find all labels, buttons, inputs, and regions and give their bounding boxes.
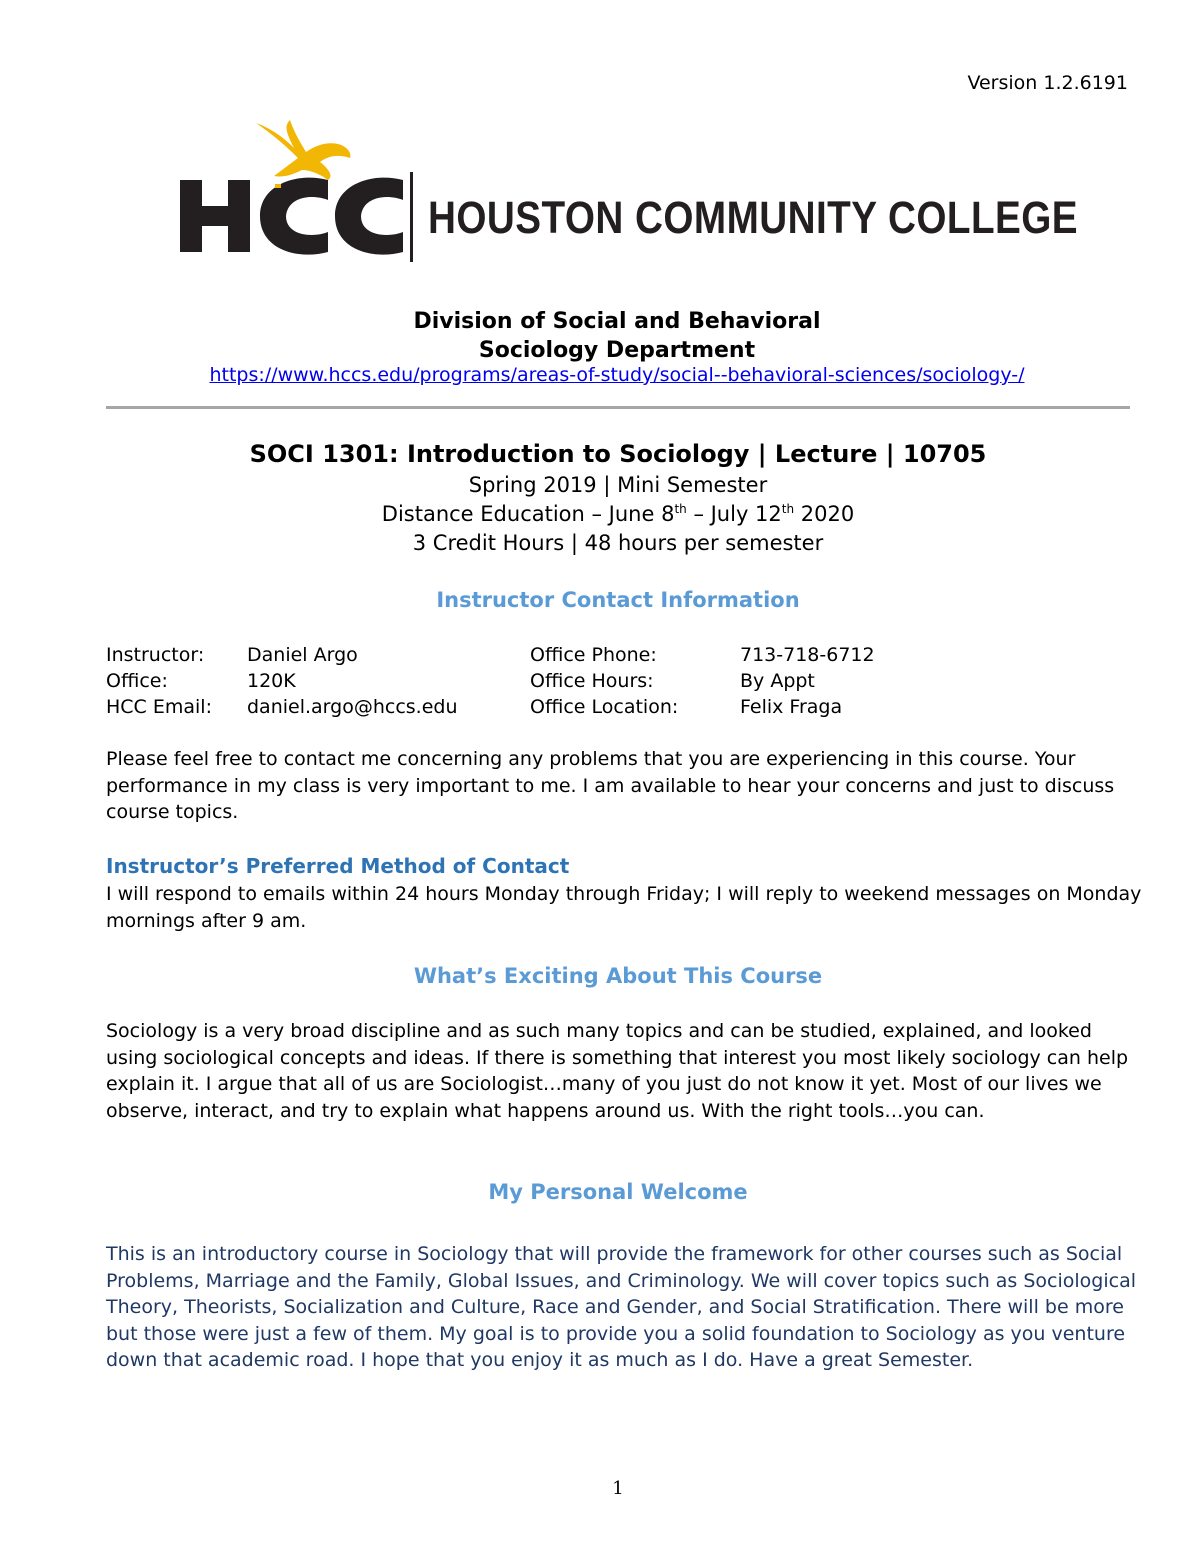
dates-sup-end: th <box>781 502 795 516</box>
division-name: Division of Social and Behavioral <box>413 309 821 334</box>
preferred-contact-heading: Instructor’s Preferred Method of Contact <box>106 854 570 878</box>
contact-label: Office Hours: <box>530 670 654 692</box>
contact-value: 713-718-6712 <box>740 644 875 666</box>
department-url-link[interactable]: https://www.hccs.edu/programs/areas-of-study/social--behavioral-sciences/sociology-/ <box>209 364 1025 386</box>
contact-label: Office Location: <box>530 696 679 718</box>
welcome-heading: My Personal Welcome <box>488 1180 748 1204</box>
contact-label: HCC Email: <box>106 696 212 718</box>
exciting-body: Sociology is a very broad discipline and as such many topics and can be studied, explained, and looked using sociological concepts and ideas. If there is something that interest you most likely sociology can help explain it. I argue that all of us are Sociologist…many of you just do not know it yet. Most of our lives we observe, interact, and try to explain what happens around us. With the right tools…you can. <box>106 1020 1129 1122</box>
contact-value: Felix Fraga <box>740 696 843 718</box>
course-title: SOCI 1301: Introduction to Sociology | Lecture | 10705 <box>249 440 987 468</box>
contact-value: By Appt <box>740 670 815 692</box>
hcc-logo <box>178 118 1078 268</box>
department-heading <box>0 307 1200 365</box>
course-meta <box>0 471 1200 558</box>
hcc-letters-icon <box>180 178 403 255</box>
contact-value: 120K <box>247 670 296 692</box>
contact-label: Office: <box>106 670 168 692</box>
contact-label: Instructor: <box>106 644 205 666</box>
version-label: Version 1.2.6191 <box>967 72 1128 94</box>
page-number: 1 <box>612 1478 624 1499</box>
course-dates <box>0 500 1200 529</box>
department-name: Sociology Department <box>478 338 756 363</box>
dates-sup-start: th <box>674 502 687 516</box>
course-hours: 3 Credit Hours | 48 hours per semester <box>412 531 824 555</box>
dates-start: Distance Education – June 8 <box>381 502 675 526</box>
contact-heading: Instructor Contact Information <box>436 588 800 612</box>
contact-value: Daniel Argo <box>247 644 358 666</box>
course-term: Spring 2019 | Mini Semester <box>468 473 768 497</box>
welcome-body: This is an introductory course in Sociology that will provide the framework for other courses such as Social Problems, Marriage and the Family, Global Issues, and Criminology. We will cover topics such as Sociological Theory, Theorists, Socialization and Culture, Race and Gender, and Social Stratification. There will be more but those were just a few of them. My goal is to provide you a solid foundation to Sociology as you venture down that academic road. I hope that you enjoy it as much as I do. Have a great Semester. <box>106 1243 1137 1371</box>
dates-year: 2020 <box>794 502 855 526</box>
contact-note: Please feel free to contact me concerning any problems that you are experiencing in this course. Your performance in my class is very important to me. I am available to hear your concerns and just to discuss course topics. <box>106 748 1115 823</box>
eagle-icon <box>256 120 350 180</box>
exciting-heading: What’s Exciting About This Course <box>413 964 823 988</box>
preferred-contact-body: I will respond to emails within 24 hours Monday through Friday; I will reply to weekend messages on Monday mornings after 9 am. <box>106 883 1142 932</box>
header-divider <box>106 406 1130 409</box>
college-name: HOUSTON COMMUNITY COLLEGE <box>428 192 1079 243</box>
contact-email[interactable]: daniel.argo@hccs.edu <box>247 696 458 718</box>
dates-end: – July 12 <box>686 502 782 526</box>
contact-label: Office Phone: <box>530 644 657 666</box>
